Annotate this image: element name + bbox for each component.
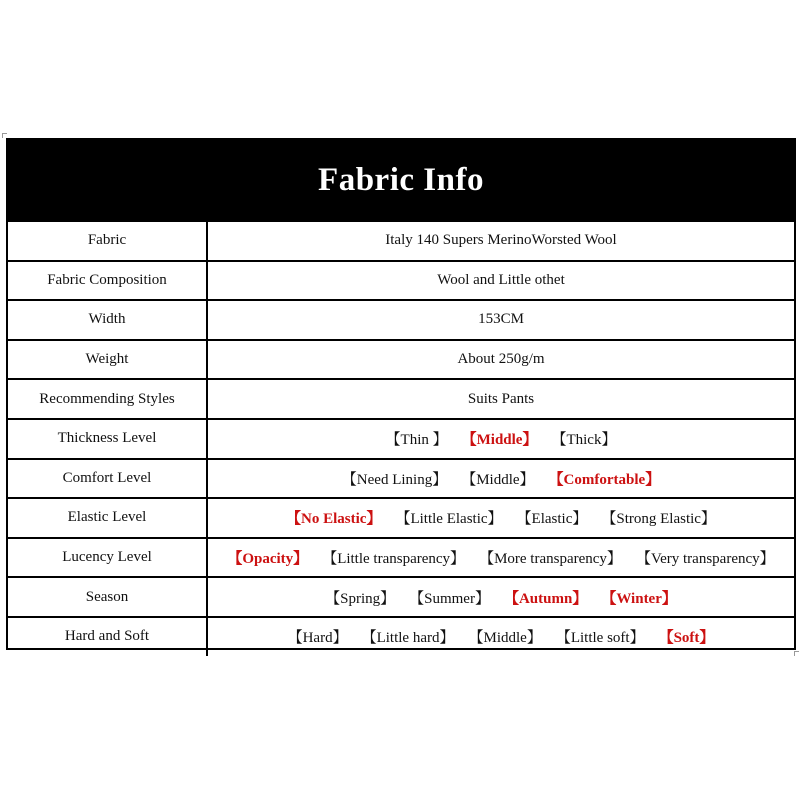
fabric-info-table-body	[8, 221, 794, 656]
option-selected: 【Comfortable】	[548, 471, 661, 488]
option-selected: 【Middle】	[461, 432, 538, 449]
row-value-recommending-styles: Suits Pants	[207, 379, 794, 419]
row-label-fabric-composition: Fabric Composition	[8, 261, 207, 301]
row-label-weight: Weight	[8, 340, 207, 380]
row-label-recommending-styles: Recommending Styles	[8, 379, 207, 419]
row-label-comfort-level: Comfort Level	[8, 459, 207, 499]
table-row	[8, 340, 794, 380]
row-options-thickness-level	[207, 419, 794, 459]
option: 【Little hard】	[361, 630, 455, 647]
row-label-lucency-level: Lucency Level	[8, 538, 207, 578]
option-selected: 【Autumn】	[503, 590, 588, 607]
crop-mark-bottom-right	[794, 651, 799, 656]
table-row	[8, 617, 794, 656]
row-value-weight: About 250g/m	[207, 340, 794, 380]
option: 【Elastic】	[516, 511, 588, 528]
row-value-fabric: Italy 140 Supers MerinoWorsted Wool	[207, 221, 794, 261]
option-selected: 【Opacity】	[227, 551, 309, 568]
row-options-hard-and-soft	[207, 617, 794, 656]
table-row	[8, 221, 794, 261]
option: 【More transparency】	[479, 551, 622, 568]
option-selected: 【Winter】	[601, 590, 677, 607]
option: 【Spring】	[325, 590, 396, 607]
option-selected: 【Soft】	[658, 630, 715, 647]
row-options-elastic-level	[207, 498, 794, 538]
option: 【Thin 】	[385, 432, 448, 449]
table-row	[8, 261, 794, 301]
option: 【Little Elastic】	[395, 511, 503, 528]
row-options-comfort-level	[207, 459, 794, 499]
row-label-width: Width	[8, 300, 207, 340]
table-row	[8, 577, 794, 617]
option: 【Middle】	[468, 630, 542, 647]
option: 【Little soft】	[555, 630, 645, 647]
row-value-fabric-composition: Wool and Little othet	[207, 261, 794, 301]
fabric-info-sheet	[6, 138, 796, 650]
option: 【Hard】	[287, 630, 348, 647]
table-row	[8, 419, 794, 459]
row-options-lucency-level	[207, 538, 794, 578]
option: 【Strong Elastic】	[601, 511, 716, 528]
option: 【Very transparency】	[635, 551, 775, 568]
row-label-hard-and-soft: Hard and Soft	[8, 617, 207, 656]
option: 【Thick】	[551, 432, 617, 449]
row-label-season: Season	[8, 577, 207, 617]
table-row	[8, 300, 794, 340]
row-options-season	[207, 577, 794, 617]
table-row	[8, 459, 794, 499]
row-label-elastic-level: Elastic Level	[8, 498, 207, 538]
row-label-fabric: Fabric	[8, 221, 207, 261]
option: 【Summer】	[409, 590, 490, 607]
option: 【Need Lining】	[341, 471, 448, 488]
option: 【Little transparency】	[322, 551, 466, 568]
option-selected: 【No Elastic】	[286, 511, 382, 528]
table-row	[8, 379, 794, 419]
table-row	[8, 538, 794, 578]
row-label-thickness-level: Thickness Level	[8, 419, 207, 459]
row-value-width: 153CM	[207, 300, 794, 340]
fabric-info-table	[8, 220, 794, 656]
table-row	[8, 498, 794, 538]
page-title: Fabric Info	[8, 140, 794, 220]
option: 【Middle】	[461, 471, 535, 488]
